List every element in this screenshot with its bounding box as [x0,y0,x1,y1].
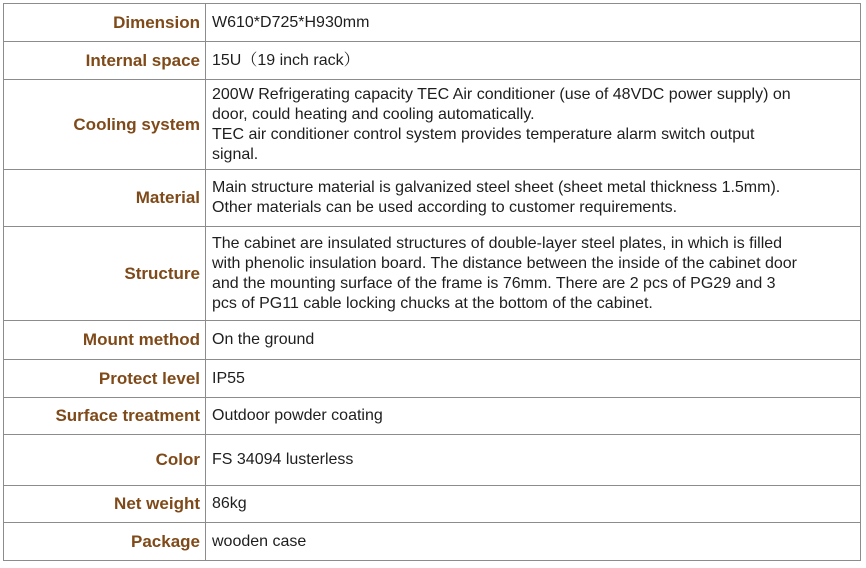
row-value [206,321,861,360]
value-line: On the ground [212,331,315,348]
table-row [4,523,861,561]
table-row [4,360,861,398]
row-label: Protect level [4,360,206,398]
table-row [4,227,861,321]
value-line: wooden case [212,532,307,550]
table-row [4,321,861,360]
value-line: with phenolic insulation board. The distance between the inside of the cabinet door [212,254,797,272]
row-label: Dimension [4,4,206,42]
row-value [206,523,861,561]
table-row [4,170,861,227]
value-line: signal. [212,145,259,163]
value-line: Outdoor powder coating [212,407,383,424]
value-line: and the mounting surface of the frame is 76mm. There are 2 pcs of PG29 and 3 [212,274,776,292]
table-row [4,4,861,42]
value-line: 15U（19 inch rack） [212,51,360,69]
row-value [206,170,861,227]
value-line: 86kg [212,495,247,512]
row-value [206,486,861,523]
value-line: The cabinet are insulated structures of double-layer steel plates, in which is filled [212,234,783,252]
value-line: 200W Refrigerating capacity TEC Air conditioner (use of 48VDC power supply) on [212,85,791,103]
row-label: Material [4,170,206,227]
table-row [4,42,861,80]
table-row [4,398,861,435]
table-row [4,80,861,170]
value-line: TEC air conditioner control system provides temperature alarm switch output [212,125,755,143]
value-line: W610*D725*H930mm [212,13,370,31]
row-value [206,42,861,80]
row-value [206,398,861,435]
row-label: Internal space [4,42,206,80]
row-label: Cooling system [4,80,206,170]
row-label: Color [4,435,206,486]
value-line: FS 34094 lusterless [212,451,354,468]
row-label: Package [4,523,206,561]
row-label: Surface treatment [4,398,206,435]
value-line: Other materials can be used according to customer requirements. [212,199,678,216]
table-row [4,435,861,486]
row-value [206,227,861,321]
row-label: Structure [4,227,206,321]
row-value [206,80,861,170]
row-value [206,360,861,398]
spec-table [3,3,861,561]
value-line: Main structure material is galvanized steel sheet (sheet metal thickness 1.5mm). [212,179,781,196]
row-value [206,4,861,42]
value-line: door, could heating and cooling automatically. [212,105,535,123]
row-value [206,435,861,486]
table-row [4,486,861,523]
value-line: IP55 [212,369,245,387]
row-label: Net weight [4,486,206,523]
value-line: pcs of PG11 cable locking chucks at the bottom of the cabinet. [212,294,653,312]
row-label: Mount method [4,321,206,360]
